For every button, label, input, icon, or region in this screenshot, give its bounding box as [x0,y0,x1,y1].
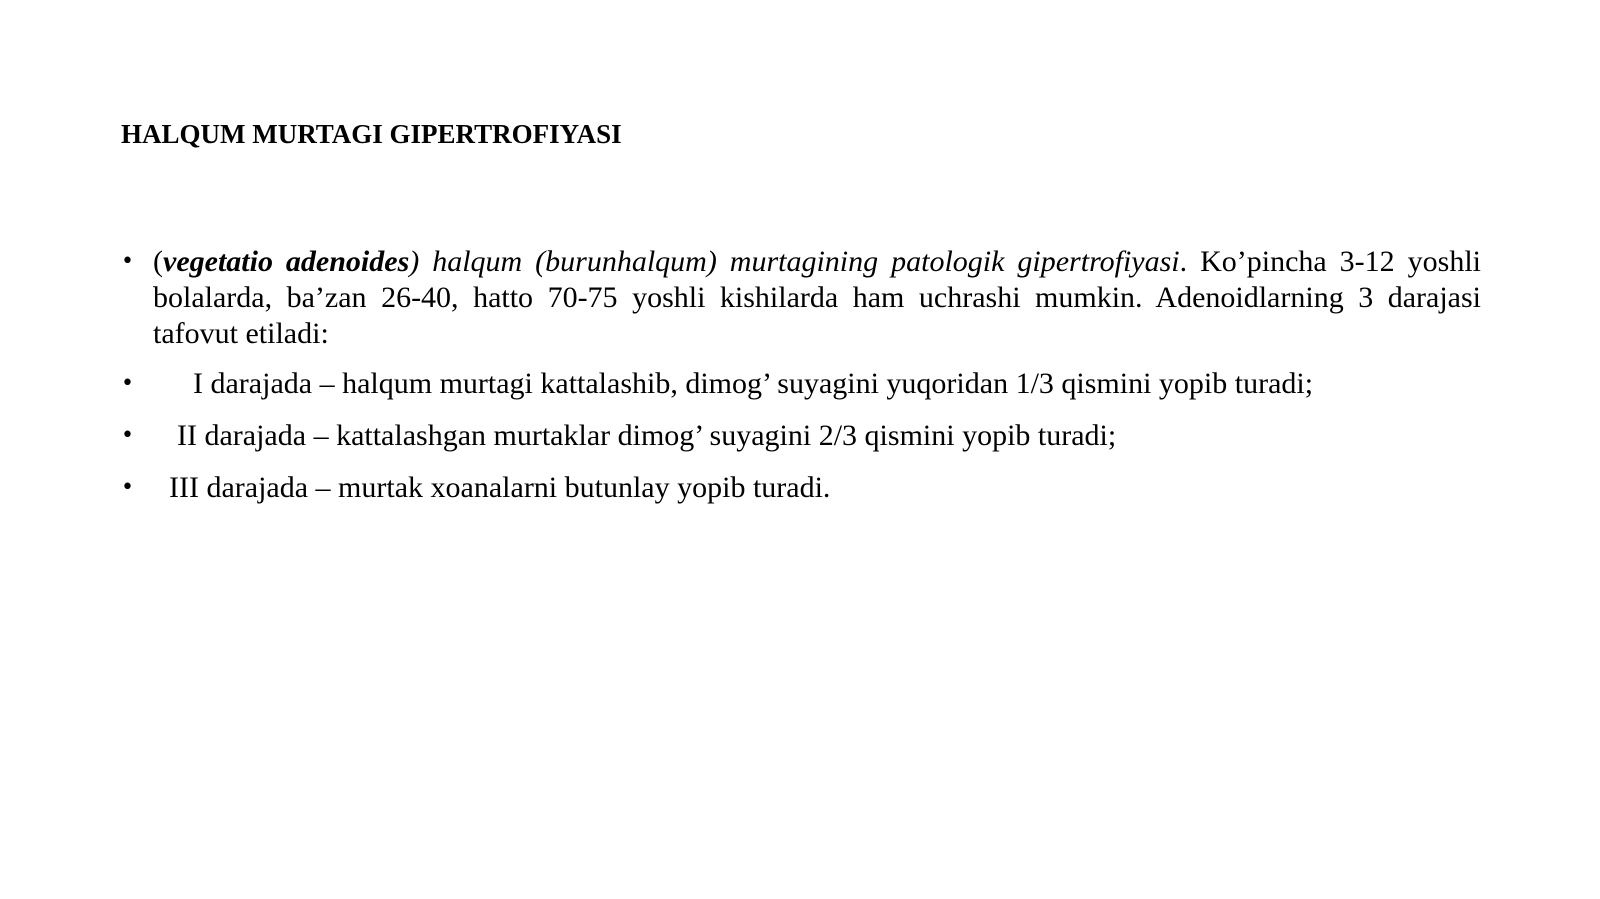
bullet-text: I darajada – halqum murtagi kattalashib, dimog’ suyagini yuqoridan 1/3 qismini yopib turadi; [193,367,1314,400]
bullet-text [153,244,1481,352]
bullet-list [121,244,1481,522]
bullet-text: II darajada – kattalashgan murtaklar dimog’ suyagini 2/3 qismini yopib turadi; [177,419,1117,452]
bullet-icon: • [121,423,134,448]
open-paren: ( [153,245,163,278]
bullet-icon: • [121,475,134,500]
slide-title: HALQUM MURTAGI GIPERTROFIYASI [121,119,622,149]
bullet-item-degree-2 [121,418,1481,454]
bullet-text: III darajada – murtak xoanalarni butunlay yopib turadi. [169,471,831,504]
bullet-item-degree-3 [121,470,1481,506]
bullet-item-degree-1 [121,366,1481,402]
definition-italic [163,245,1180,278]
definition-plain-rest: . Ko’pincha 3-12 yoshli bolalarda, ba’zan 26-40, hatto 70-75 yoshli kishilarda ham uchrashi mumkin. Adenoidlarning 3 darajasi tafovut etiladi: [153,245,1481,350]
definition-italic-rest: ) halqum (burunhalqum) murtagining patologik gipertrofiyasi [409,245,1180,278]
latin-term: vegetatio adenoides [163,245,410,278]
bullet-icon: • [121,371,134,396]
bullet-icon: • [121,249,134,274]
bullet-item-definition [121,244,1481,352]
